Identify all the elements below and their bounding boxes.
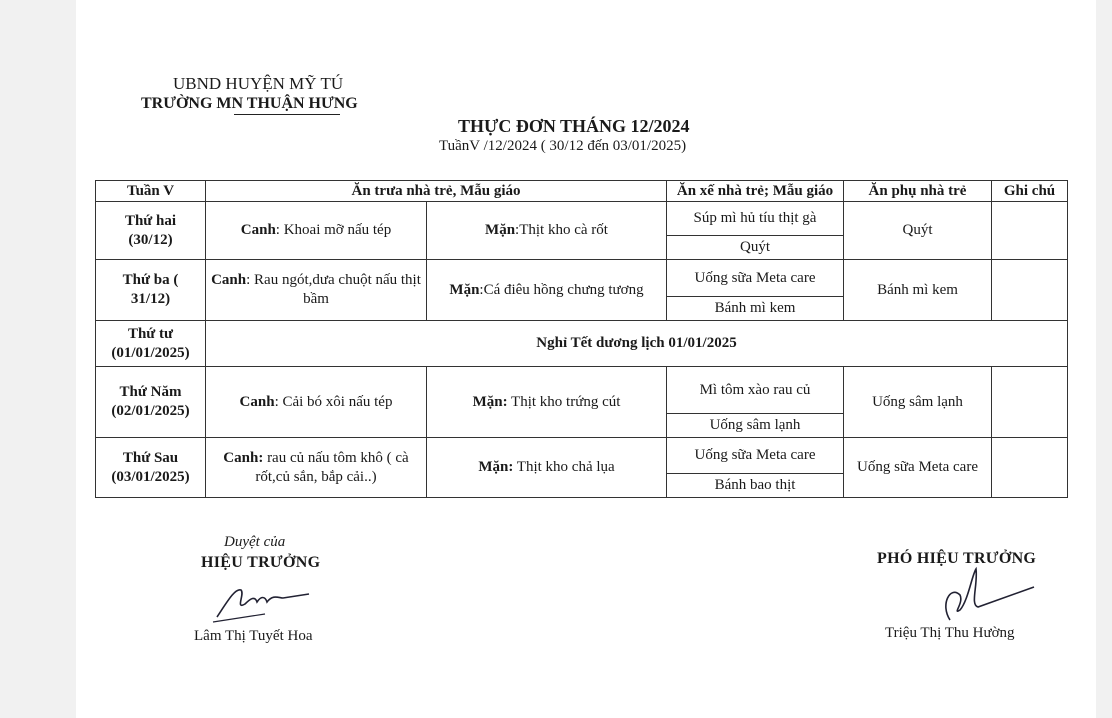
- canh-label: Canh:: [223, 449, 264, 466]
- note-cell: [992, 260, 1068, 321]
- principal-signature: [205, 582, 315, 624]
- vice-principal-name: Triệu Thị Thu Hường: [885, 625, 1015, 641]
- canh-dish: : Cải bó xôi nấu tép: [274, 393, 393, 410]
- man-cell: [427, 367, 667, 438]
- holiday-cell: Nghỉ Tết dương lịch 01/01/2025: [206, 321, 1068, 367]
- canh-dish: : Khoai mỡ nấu tép: [275, 222, 392, 238]
- day-name: Thứ hai: [124, 212, 177, 229]
- table-row: [96, 438, 1068, 474]
- afternoon-item-2: Uống sâm lạnh: [667, 414, 844, 438]
- page-subtitle: TuầnV /12/2024 ( 30/12 đến 03/01/2025): [439, 138, 687, 154]
- approval-note: Duyệt của: [224, 534, 286, 550]
- afternoon-item-1: Súp mì hủ tíu thịt gà: [667, 202, 844, 236]
- day-cell: [96, 260, 206, 321]
- man-label: Mặn:: [478, 459, 514, 475]
- man-dish: :Thịt kho cà rốt: [515, 222, 608, 238]
- man-cell: [427, 438, 667, 498]
- canh-label: Canh: [240, 222, 276, 238]
- authority-heading: UBND HUYỆN MỸ TÚ: [173, 74, 344, 93]
- principal-name: Lâm Thị Tuyết Hoa: [194, 628, 313, 644]
- table-row: [96, 367, 1068, 414]
- snack-cell: Quýt: [844, 202, 992, 260]
- man-label: Mặn: [485, 222, 516, 238]
- table-row: [96, 202, 1068, 236]
- man-label: Mặn:: [472, 393, 508, 410]
- day-name: Thứ Sau: [122, 449, 179, 466]
- day-date: (02/01/2025): [111, 403, 190, 419]
- canh-dish: rau củ nấu tôm khô ( cà rốt,củ sắn, bắp cải..): [255, 449, 409, 485]
- page-title: THỰC ĐƠN THÁNG 12/2024: [458, 116, 690, 136]
- col-week: Tuần V: [96, 181, 206, 202]
- vice-principal-signature: [930, 565, 1040, 625]
- canh-label: Canh: [211, 272, 247, 288]
- principal-title: HIỆU TRƯỞNG: [201, 554, 321, 571]
- afternoon-item-1: Mì tôm xào rau củ: [667, 367, 844, 414]
- vice-principal-title: PHÓ HIỆU TRƯỞNG: [877, 550, 1037, 567]
- school-heading: [141, 95, 358, 113]
- note-cell: [992, 438, 1068, 498]
- day-cell: [96, 367, 206, 438]
- canh-dish: : Rau ngót,dưa chuột nấu thịt bầm: [246, 272, 421, 307]
- note-cell: [992, 367, 1068, 438]
- day-name: Thứ Năm: [119, 384, 182, 400]
- table-header-row: [96, 181, 1068, 202]
- day-date: 31/12): [130, 291, 171, 307]
- day-cell: [96, 438, 206, 498]
- day-name: Thứ ba (: [122, 272, 179, 288]
- man-cell: [427, 260, 667, 321]
- canh-cell: [206, 367, 427, 438]
- menu-table: [95, 180, 1068, 498]
- snack-cell: Uống sâm lạnh: [844, 367, 992, 438]
- afternoon-item-2: Quýt: [667, 236, 844, 260]
- afternoon-item-1: Uống sữa Meta care: [667, 438, 844, 474]
- afternoon-item-2: Bánh bao thịt: [667, 474, 844, 498]
- man-dish: Thịt kho chả lụa: [513, 459, 615, 475]
- snack-cell: Uống sữa Meta care: [844, 438, 992, 498]
- man-dish: Thịt kho trứng cút: [507, 393, 621, 410]
- col-lunch: Ăn trưa nhà trẻ, Mẫu giáo: [206, 181, 667, 202]
- day-date: (01/01/2025): [111, 344, 190, 361]
- man-label: Mặn: [449, 281, 480, 298]
- table-row: [96, 321, 1068, 367]
- school-name: TRƯỜNG MN THUẬN HƯNG: [141, 95, 358, 112]
- day-name: Thứ tư: [127, 325, 174, 342]
- canh-cell: [206, 438, 427, 498]
- afternoon-item-1: Uống sữa Meta care: [667, 260, 844, 297]
- day-cell: [96, 321, 206, 367]
- school-underline: [234, 114, 340, 115]
- canh-label: Canh: [239, 393, 275, 410]
- day-date: (03/01/2025): [111, 468, 190, 485]
- table-row: [96, 260, 1068, 297]
- canh-cell: [206, 202, 427, 260]
- snack-cell: Bánh mì kem: [844, 260, 992, 321]
- col-snack: Ăn phụ nhà trẻ: [844, 181, 992, 202]
- col-notes: Ghi chú: [992, 181, 1068, 202]
- afternoon-item-2: Bánh mì kem: [667, 297, 844, 321]
- col-afternoon: Ăn xế nhà trẻ; Mẫu giáo: [667, 181, 844, 202]
- canh-cell: [206, 260, 427, 321]
- note-cell: [992, 202, 1068, 260]
- day-date: (30/12): [128, 231, 173, 248]
- man-dish: :Cá điêu hồng chưng tương: [479, 281, 644, 298]
- day-cell: [96, 202, 206, 260]
- man-cell: [427, 202, 667, 260]
